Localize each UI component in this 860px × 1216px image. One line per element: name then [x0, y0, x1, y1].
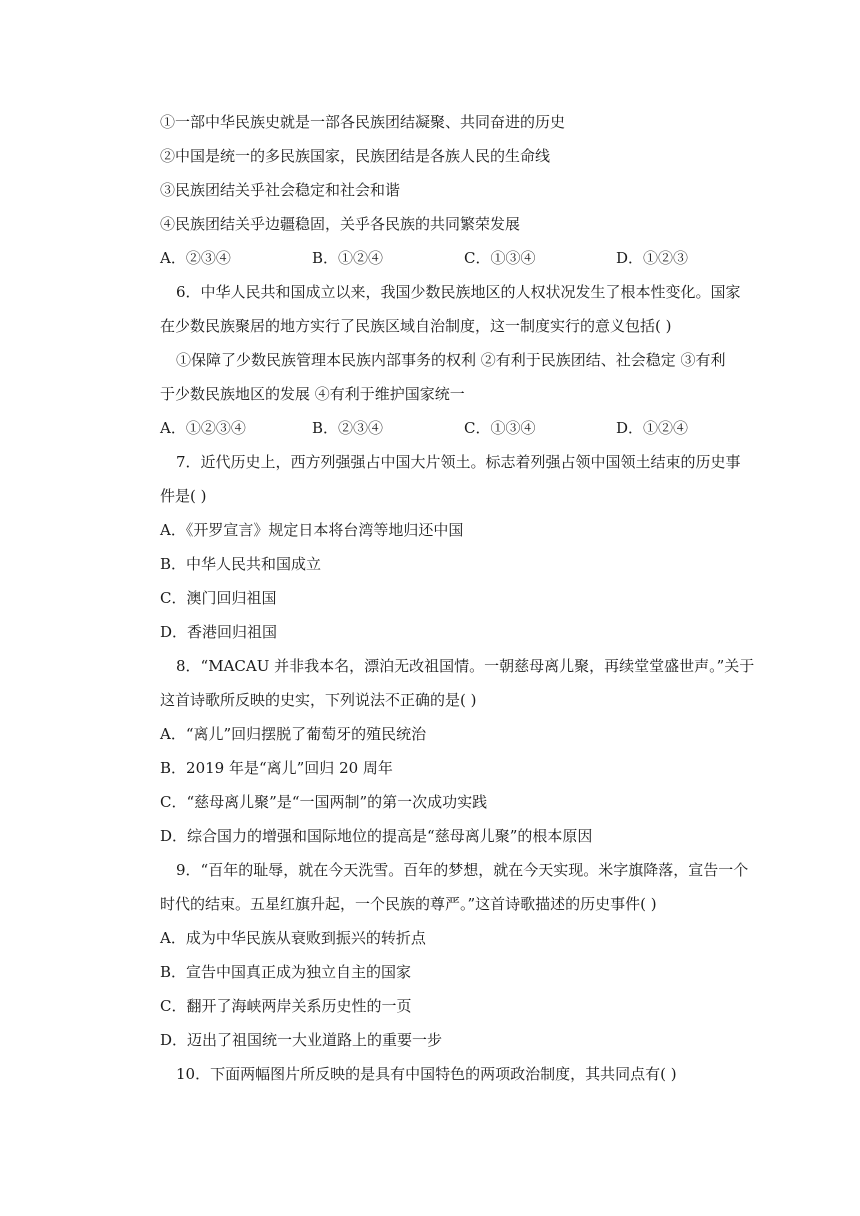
q5-statement-3: ③民族团结关乎社会稳定和社会和谐	[160, 181, 401, 199]
q8-stem-line-2: 这首诗歌所反映的史实，下列说法不正确的是( )	[160, 691, 477, 709]
q8-option-c: C．“慈母离儿聚”是“一国两制”的第一次成功实践	[160, 793, 488, 811]
q10-stem-line-1: 10．下面两幅图片所反映的是具有中国特色的两项政治制度，其共同点有( )	[176, 1065, 677, 1083]
q8-option-b: B．2019 年是“离儿”回归 20 周年	[160, 759, 393, 777]
q7-stem-line-1: 7．近代历史上，西方列强强占中国大片领土。标志着列强占领中国领土结束的历史事	[176, 453, 741, 471]
q9-stem-line-1: 9．“百年的耻辱，就在今天洗雪。百年的梦想，就在今天实现。米字旗降落，宣告一个	[176, 861, 749, 879]
q6-stem-line-2: 在少数民族聚居的地方实行了民族区域自治制度，这一制度实行的意义包括( )	[160, 317, 672, 335]
q6-option-c: C．①③④	[464, 419, 536, 437]
q5-options	[160, 248, 720, 268]
q6-options	[160, 418, 720, 438]
q5-option-d: D．①②③	[616, 249, 689, 267]
q9-option-c: C．翻开了海峡两岸关系历史性的一页	[160, 997, 412, 1015]
q8-stem-line-1: 8．“MACAU 并非我本名，漂泊无改祖国情。一朝慈母离儿聚，再续堂堂盛世声。”关于	[176, 657, 755, 675]
q9-option-b: B．宣告中国真正成为独立自主的国家	[160, 963, 412, 981]
q8-option-a: A．“离儿”回归摆脱了葡萄牙的殖民统治	[160, 725, 427, 743]
q7-option-d: D．香港回归祖国	[160, 623, 278, 641]
q7-option-c: C．澳门回归祖国	[160, 589, 277, 607]
q7-stem-line-2: 件是( )	[160, 487, 207, 505]
q9-option-a: A．成为中华民族从衰败到振兴的转折点	[160, 929, 426, 947]
q5-statement-1: ①一部中华民族史就是一部各民族团结凝聚、共同奋进的历史	[160, 113, 566, 131]
q7-option-a: A．《开罗宣言》规定日本将台湾等地归还中国	[160, 521, 464, 539]
q9-option-d: D．迈出了祖国统一大业道路上的重要一步	[160, 1031, 443, 1049]
q6-stem-line-1: 6．中华人民共和国成立以来，我国少数民族地区的人权状况发生了根本性变化。国家	[176, 283, 741, 301]
q5-option-c: C．①③④	[464, 249, 536, 267]
q5-option-a: A．②③④	[160, 249, 231, 267]
q5-statement-4: ④民族团结关乎边疆稳固，关乎各民族的共同繁荣发展	[160, 215, 521, 233]
q5-option-b: B．①②④	[312, 249, 384, 267]
q6-statement-line-1: ①保障了少数民族管理本民族内部事务的权利 ②有利于民族团结、社会稳定 ③有利	[176, 351, 726, 369]
q6-statement-line-2: 于少数民族地区的发展 ④有利于维护国家统一	[160, 385, 465, 403]
q5-statement-2: ②中国是统一的多民族国家，民族团结是各族人民的生命线	[160, 147, 551, 165]
q6-option-b: B．②③④	[312, 419, 384, 437]
q9-stem-line-2: 时代的结束。五星红旗升起，一个民族的尊严。”这首诗歌描述的历史事件( )	[160, 895, 657, 913]
q8-option-d: D．综合国力的增强和国际地位的提高是“慈母离儿聚”的根本原因	[160, 827, 593, 845]
q7-option-b: B．中华人民共和国成立	[160, 555, 322, 573]
q6-option-d: D．①②④	[616, 419, 689, 437]
q6-option-a: A．①②③④	[160, 419, 246, 437]
